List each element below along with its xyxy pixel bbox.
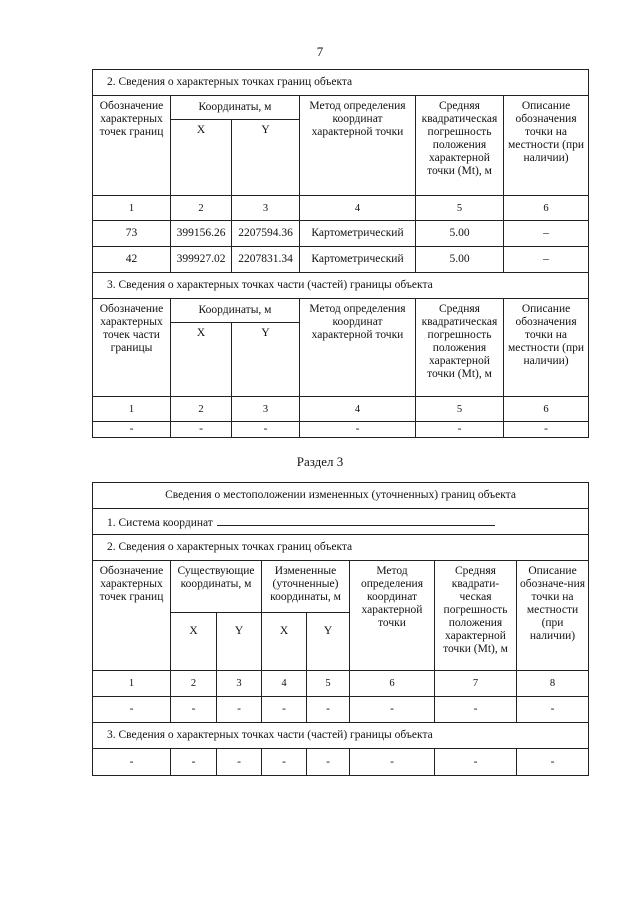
coord-y: 2207831.34 <box>232 247 300 273</box>
table-row <box>93 221 589 247</box>
changed-x: - <box>262 697 307 723</box>
header-point: Обозначение характерных точек части границы <box>93 299 171 397</box>
header-existing-coordinates: Существующие координаты, м <box>171 561 262 613</box>
column-number: 8 <box>517 671 589 697</box>
coordinate-system <box>93 509 589 535</box>
column-number: 6 <box>350 671 435 697</box>
existing-x: - <box>171 749 217 776</box>
column-number: 5 <box>307 671 350 697</box>
column-number: 4 <box>300 196 416 221</box>
error-value: 5.00 <box>416 247 504 273</box>
points-table <box>92 69 589 438</box>
header-coordinates: Координаты, м <box>171 299 300 323</box>
error-value: - <box>435 697 517 723</box>
header-error: Средняя квадратическая погрешность положения характерной точки (Mt), м <box>416 96 504 196</box>
section-2-title: 2. Сведения о характерных точках границ объекта <box>93 70 589 96</box>
existing-y: - <box>217 697 262 723</box>
section-2-title: 2. Сведения о характерных точках границ объекта <box>93 535 589 561</box>
column-number: 1 <box>93 671 171 697</box>
point-id: 73 <box>93 221 171 247</box>
header-description: Описание обозначения точки на местности (при наличии) <box>504 299 589 397</box>
column-number: 3 <box>232 196 300 221</box>
header-error: Средняя квадратическая погрешность положения характерной точки (Mt), м <box>416 299 504 397</box>
method-value: - <box>350 697 435 723</box>
column-number: 2 <box>171 397 232 422</box>
column-number: 3 <box>232 397 300 422</box>
header-description: Описание обозначения точки на местности (при наличии) <box>504 96 589 196</box>
changed-y: - <box>307 697 350 723</box>
main-title: Сведения о местоположении измененных (уточненных) границ объекта <box>93 483 589 509</box>
changed-x: - <box>262 749 307 776</box>
description-value: – <box>504 221 589 247</box>
column-number: 6 <box>504 397 589 422</box>
header-x: X <box>171 613 217 671</box>
table-row <box>93 697 589 723</box>
header-y: Y <box>232 323 300 397</box>
section-3-title: 3. Сведения о характерных точках части (частей) границы объекта <box>93 273 589 299</box>
header-coordinates: Координаты, м <box>171 96 300 120</box>
column-number: 6 <box>504 196 589 221</box>
column-number: 5 <box>416 196 504 221</box>
description-value: - <box>517 749 589 776</box>
column-number: 1 <box>93 196 171 221</box>
method-value: - <box>300 422 416 438</box>
method-value: Картометрический <box>300 221 416 247</box>
changed-boundaries-table <box>92 482 589 776</box>
description-value: – <box>504 247 589 273</box>
header-description: Описание обозначе-ния точки на местности (при наличии) <box>517 561 589 671</box>
header-method: Метод определения координат характерной точки <box>350 561 435 671</box>
column-number: 4 <box>262 671 307 697</box>
coord-y: - <box>232 422 300 438</box>
column-number: 7 <box>435 671 517 697</box>
description-value: - <box>504 422 589 438</box>
header-error: Средняя квадрати-ческая погрешность положения характерной точки (Mt), м <box>435 561 517 671</box>
point-id: - <box>93 422 171 438</box>
header-y: Y <box>232 120 300 196</box>
error-value: 5.00 <box>416 221 504 247</box>
page-number: 7 <box>316 44 324 59</box>
existing-x: - <box>171 697 217 723</box>
table-row <box>93 422 589 438</box>
header-method: Метод определения координат характерной точки <box>300 96 416 196</box>
coord-y: 2207594.36 <box>232 221 300 247</box>
coord-x: 399927.02 <box>171 247 232 273</box>
coord-x: - <box>171 422 232 438</box>
header-point: Обозначение характерных точек границ <box>93 561 171 671</box>
table-row <box>93 247 589 273</box>
column-number: 1 <box>93 397 171 422</box>
column-number: 5 <box>416 397 504 422</box>
header-point: Обозначение характерных точек границ <box>93 96 171 196</box>
header-x: X <box>171 120 232 196</box>
method-value: Картометрический <box>300 247 416 273</box>
section-heading: Раздел 3 <box>296 454 344 469</box>
header-y: Y <box>307 613 350 671</box>
column-number: 3 <box>217 671 262 697</box>
method-value: - <box>350 749 435 776</box>
coordinate-system-label: 1. Система координат <box>107 516 213 529</box>
column-number: 4 <box>300 397 416 422</box>
header-x: X <box>262 613 307 671</box>
header-method: Метод определения координат характерной точки <box>300 299 416 397</box>
error-value: - <box>435 749 517 776</box>
column-number: 2 <box>171 196 232 221</box>
coord-x: 399156.26 <box>171 221 232 247</box>
point-id: - <box>93 749 171 776</box>
section-3-title: 3. Сведения о характерных точках части (частей) границы объекта <box>93 723 589 749</box>
header-x: X <box>171 323 232 397</box>
point-id: 42 <box>93 247 171 273</box>
header-y: Y <box>217 613 262 671</box>
description-value: - <box>517 697 589 723</box>
table-row <box>93 749 589 776</box>
point-id: - <box>93 697 171 723</box>
existing-y: - <box>217 749 262 776</box>
header-changed-coordinates: Измененные (уточненные) координаты, м <box>262 561 350 613</box>
error-value: - <box>416 422 504 438</box>
coordinate-system-blank <box>217 514 495 526</box>
column-number: 2 <box>171 671 217 697</box>
changed-y: - <box>307 749 350 776</box>
